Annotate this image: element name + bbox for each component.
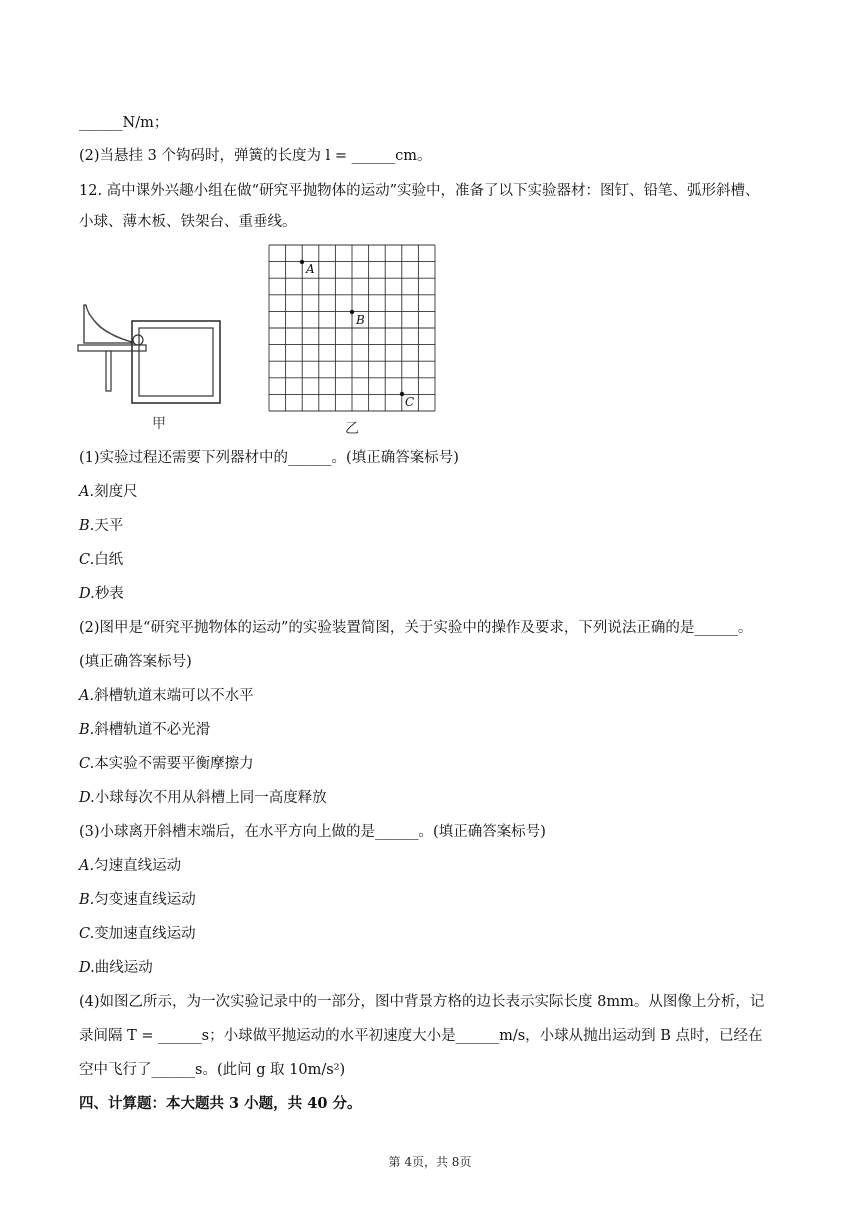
option-text: 天平 [94,518,124,534]
option-letter: C. [79,552,95,568]
option-2c [79,754,254,774]
question-12-part-1: (1)实验过程还需要下列器材中的______。(填正确答案标号) [79,450,459,466]
figure-yi-label: 乙 [345,421,359,437]
option-letter: C. [79,756,95,772]
point-c-label: C [405,395,415,409]
option-letter: B. [79,722,95,738]
option-letter: A. [79,484,95,500]
section-heading: 四、计算题：本大题共 3 小题，共 40 分。 [79,1095,362,1112]
option-text: 秒表 [94,586,124,602]
option-1d [79,584,124,604]
question-12-part-4-line-2: 录间隔 T = ______s；小球做平抛运动的水平初速度大小是______m/s，小球从抛出运动到 B 点时，已经在 [79,1028,763,1044]
option-2b [79,720,210,740]
point-b-dot [350,310,354,314]
option-text: 斜槽轨道末端可以不水平 [94,688,254,704]
question-12-intro-line-1: 12. 高中课外兴趣小组在做“研究平抛物体的运动”实验中，准备了以下实验器材：图钉、铅笔、弧形斜槽、 [79,183,760,199]
option-3a [79,856,181,876]
figure-jia-apparatus [76,297,226,407]
option-text: 白纸 [94,552,124,568]
point-a-label: A [306,262,315,276]
figure-jia-label: 甲 [152,416,166,432]
option-letter: D. [79,960,95,976]
option-3b [79,890,196,910]
option-text: 本实验不需要平衡摩擦力 [94,756,254,772]
question-12-part-4-line-3: 空中飞行了______s。(此问 g 取 10m/s²) [79,1062,346,1078]
question-12-part-2-note: (填正确答案标号) [79,654,192,670]
figure-yi-grid [266,242,436,412]
option-letter: A. [79,688,95,704]
option-letter: A. [79,858,95,874]
option-letter: B. [79,892,95,908]
question-12-intro-line-2: 小球、薄木板、铁架台、重垂线。 [79,214,297,230]
option-text: 变加速直线运动 [94,926,196,942]
option-1c [79,550,123,570]
option-text: 刻度尺 [94,484,138,500]
option-1b [79,516,123,536]
point-b-label: B [356,313,365,327]
answer-blank-unit-line: ______N/m； [79,115,169,131]
page-footer: 第 4页，共 8页 [388,1155,472,1169]
option-2d [79,788,327,808]
option-letter: C. [79,926,95,942]
option-text: 斜槽轨道不必光滑 [94,722,211,738]
option-1a [79,482,138,502]
option-text: 匀速直线运动 [94,858,182,874]
option-letter: B. [79,518,95,534]
question-11-part-2: (2)当悬挂 3 个钩码时，弹簧的长度为 l = ______cm。 [79,148,432,164]
question-12-part-2: (2)图甲是“研究平抛物体的运动”的实验装置简图，关于实验中的操作及要求，下列说法正确的是______。 [79,620,753,636]
option-letter: D. [79,790,95,806]
option-letter: D. [79,586,95,602]
option-3c [79,924,196,944]
option-text: 匀变速直线运动 [94,892,196,908]
point-a-dot [300,260,304,264]
point-c-dot [400,392,404,396]
question-12-part-4-line-1: (4)如图乙所示，为一次实验记录中的一部分，图中背景方格的边长表示实际长度 8mm。从图像上分析，记 [79,994,765,1010]
option-text: 小球每次不用从斜槽上同一高度释放 [94,790,327,806]
option-3d [79,958,153,978]
question-12-part-3: (3)小球离开斜槽末端后，在水平方向上做的是______。(填正确答案标号) [79,824,546,840]
option-2a [79,686,254,706]
option-text: 曲线运动 [94,960,153,976]
